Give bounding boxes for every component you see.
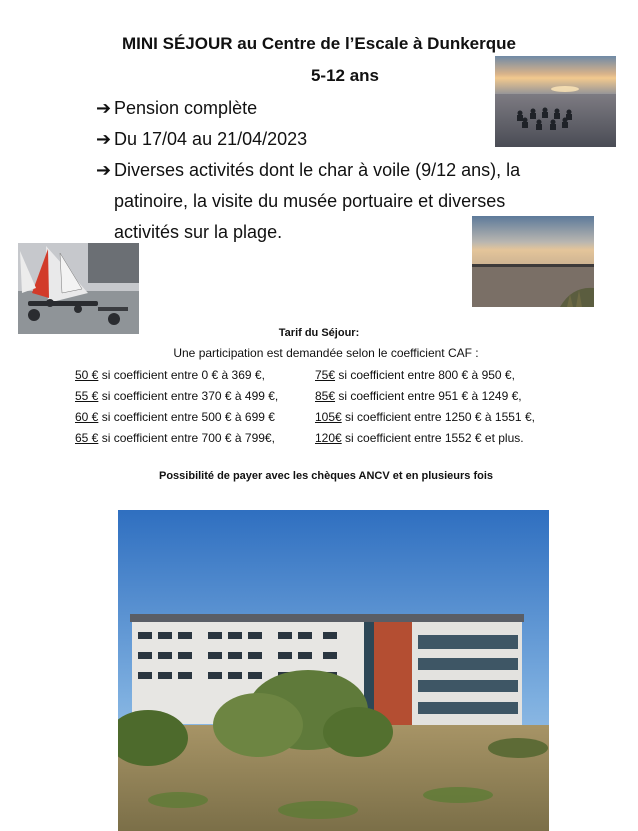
price-row xyxy=(315,389,522,403)
price-amount: 50 € xyxy=(75,368,99,382)
arrow-icon: ➔ xyxy=(96,160,112,180)
price-condition: si coefficient entre 951 € à 1249 €, xyxy=(335,389,522,403)
price-amount: 65 € xyxy=(75,431,99,445)
price-row xyxy=(75,389,278,403)
photo-sand-yachting xyxy=(18,243,139,334)
age-range: 5-12 ans xyxy=(310,66,380,85)
price-amount: 120€ xyxy=(315,431,342,445)
photo-beach-group-sunset xyxy=(495,56,616,147)
price-condition: si coefficient entre 1250 € à 1551 €, xyxy=(341,410,535,424)
price-row xyxy=(75,431,275,445)
price-amount: 75€ xyxy=(315,368,336,382)
price-amount: 60 € xyxy=(75,410,99,424)
price-row xyxy=(315,410,535,424)
page-title: MINI SÉJOUR au Centre de l’Escale à Dunkerque xyxy=(122,34,516,53)
bullet-text: Du 17/04 au 21/04/2023 xyxy=(114,129,308,149)
price-amount: 55 € xyxy=(75,389,99,403)
price-row xyxy=(75,410,275,424)
bullet-text: patinoire, la visite du musée portuaire et diverses xyxy=(114,191,506,211)
bullet-text: Diverses activités dont le char à voile (9/12 ans), la xyxy=(114,160,521,180)
price-row xyxy=(75,368,265,382)
price-condition: si coefficient entre 1552 € et plus. xyxy=(341,431,524,445)
photo-beach-dusk xyxy=(472,216,594,307)
tarif-intro: Une participation est demandée selon le coefficient CAF : xyxy=(173,346,479,360)
bullet-text: Pension complète xyxy=(114,98,258,118)
price-condition: si coefficient entre 0 € à 369 €, xyxy=(98,368,265,382)
tarif-title: Tarif du Séjour: xyxy=(278,327,360,339)
price-condition: si coefficient entre 700 € à 799€, xyxy=(98,431,275,445)
payment-note: Possibilité de payer avec les chèques ANCV et en plusieurs fois xyxy=(159,470,493,482)
bullet-text: activités sur la plage. xyxy=(114,222,283,242)
price-amount: 105€ xyxy=(315,410,342,424)
price-condition: si coefficient entre 500 € à 699 € xyxy=(98,410,275,424)
arrow-icon: ➔ xyxy=(96,98,112,118)
price-row xyxy=(315,431,524,445)
price-amount: 85€ xyxy=(315,389,336,403)
price-condition: si coefficient entre 370 € à 499 €, xyxy=(98,389,279,403)
price-row xyxy=(315,368,515,382)
photo-centre-escale-building xyxy=(118,510,549,831)
arrow-icon: ➔ xyxy=(96,129,112,149)
price-condition: si coefficient entre 800 € à 950 €, xyxy=(335,368,515,382)
